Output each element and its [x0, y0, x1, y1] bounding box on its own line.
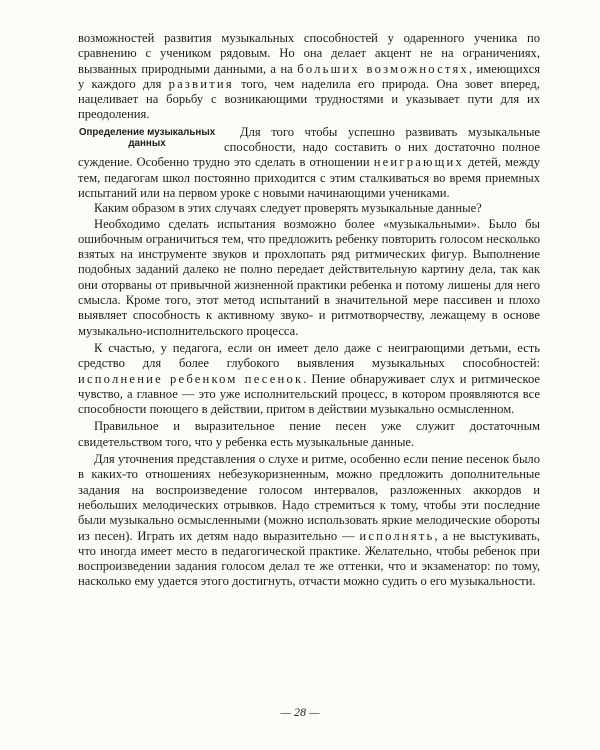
- paragraph-6: [78, 419, 540, 450]
- text-segment: Каким образом в этих случаях следует проверять музыкальные данные?: [94, 201, 482, 216]
- text-segment: , имеющихся у каждого для: [78, 61, 540, 91]
- text-segment: Для уточнения представления о слухе и ритме, особенно если пение песенок было в каких-то отношениях небезукоризненным, можно предложить дополнительные задания на воспроизведение голосом интервалов, разложенных аккордов и небольших мелодических отрывков. Надо стремиться к тому, чтобы эти последние были музыкально осмысленными (можно использовать яркие мелодические обороты из песен). Играть их детям надо выразительно —: [78, 452, 540, 543]
- paragraph-3: [78, 201, 540, 216]
- text-segment: возможностей развития музыкальных способностей у одаренного ученика по сравнению с учеником рядовым. Но она делает акцент не на ограничениях, вызванных природными данными, а на: [78, 31, 540, 76]
- page-body: [78, 31, 540, 590]
- paragraph-5: [78, 341, 540, 417]
- spaced-emphasis: исполнять: [359, 528, 435, 543]
- page-number: — 28 —: [280, 705, 320, 719]
- text-segment: Необходимо сделать испытания возможно более «музыкальными». Было бы ошибочным ограничиться тем, что предложить ребенку повторить голосом несколько взятых на инструменте звуков и прохлопать ряд ритмических фигур. Выполнение подобных заданий далеко не полно передает действительную картину дела, так как они оторваны от привычной жизненной практики ребенка и потому лишены для него смысла. Кроме того, этот метод испытаний в значительной мере пассивен и плохо выявляет способность к активному звуко- и ритмотворчеству, лежащему в основе музыкально-исполнительского процесса.: [78, 216, 540, 338]
- text-segment: Правильное и выразительное пение песен уже служит достаточным свидетельством того, что у ребенка есть музыкальные данные.: [78, 419, 540, 449]
- spaced-emphasis: исполнение ребенком песенок: [78, 371, 304, 386]
- text-segment: того, чем наделила его природа. Она зовет вперед, нацеливает на борьбу с возникающими трудностями и указывает пути для их преодоления.: [78, 76, 540, 122]
- paragraph-7: [78, 452, 540, 590]
- paragraph-1: [78, 31, 540, 123]
- text-segment: детей, между тем, педагогам школ постоянно приходится с этим сталкиваться во время приемных испытаний или на первом уроке с новыми начинающими учениками.: [78, 155, 540, 200]
- spaced-emphasis: неиграющих: [373, 155, 464, 170]
- text-segment: Для того чтобы успешно развивать музыкальные способности, надо составить о них достаточно полное суждение. Особенно трудно это сделать в отношении: [78, 124, 540, 170]
- text-segment: , а не выстукивать, что иногда имеет место в педагогической практике. Желательно, чтобы ребенок при воспроизведении задания голосом делал те же оттенки, что и экзаменатор: по тому, насколько ему удается этого достигнуть, отчасти можно судить о его музыкальности.: [78, 528, 540, 589]
- spaced-emphasis: развития: [168, 76, 234, 91]
- spaced-emphasis: больших возможностях: [297, 61, 469, 76]
- text-segment: . Пение обнаруживает слух и ритмическое чувство, а главное — это уже исполнительский процесс, в котором проявляются все способности поющего в действии, притом в действии музыкально осмысленном.: [78, 371, 540, 417]
- paragraph-4: [78, 217, 540, 339]
- sidebar-heading: Определение музыкальных данных: [78, 126, 216, 149]
- paragraph-2: [78, 125, 540, 201]
- text-segment: К счастью, у педагога, если он имеет дело даже с неиграющими детьми, есть средство для более глубокого выявления музыкальных способностей:: [78, 340, 540, 371]
